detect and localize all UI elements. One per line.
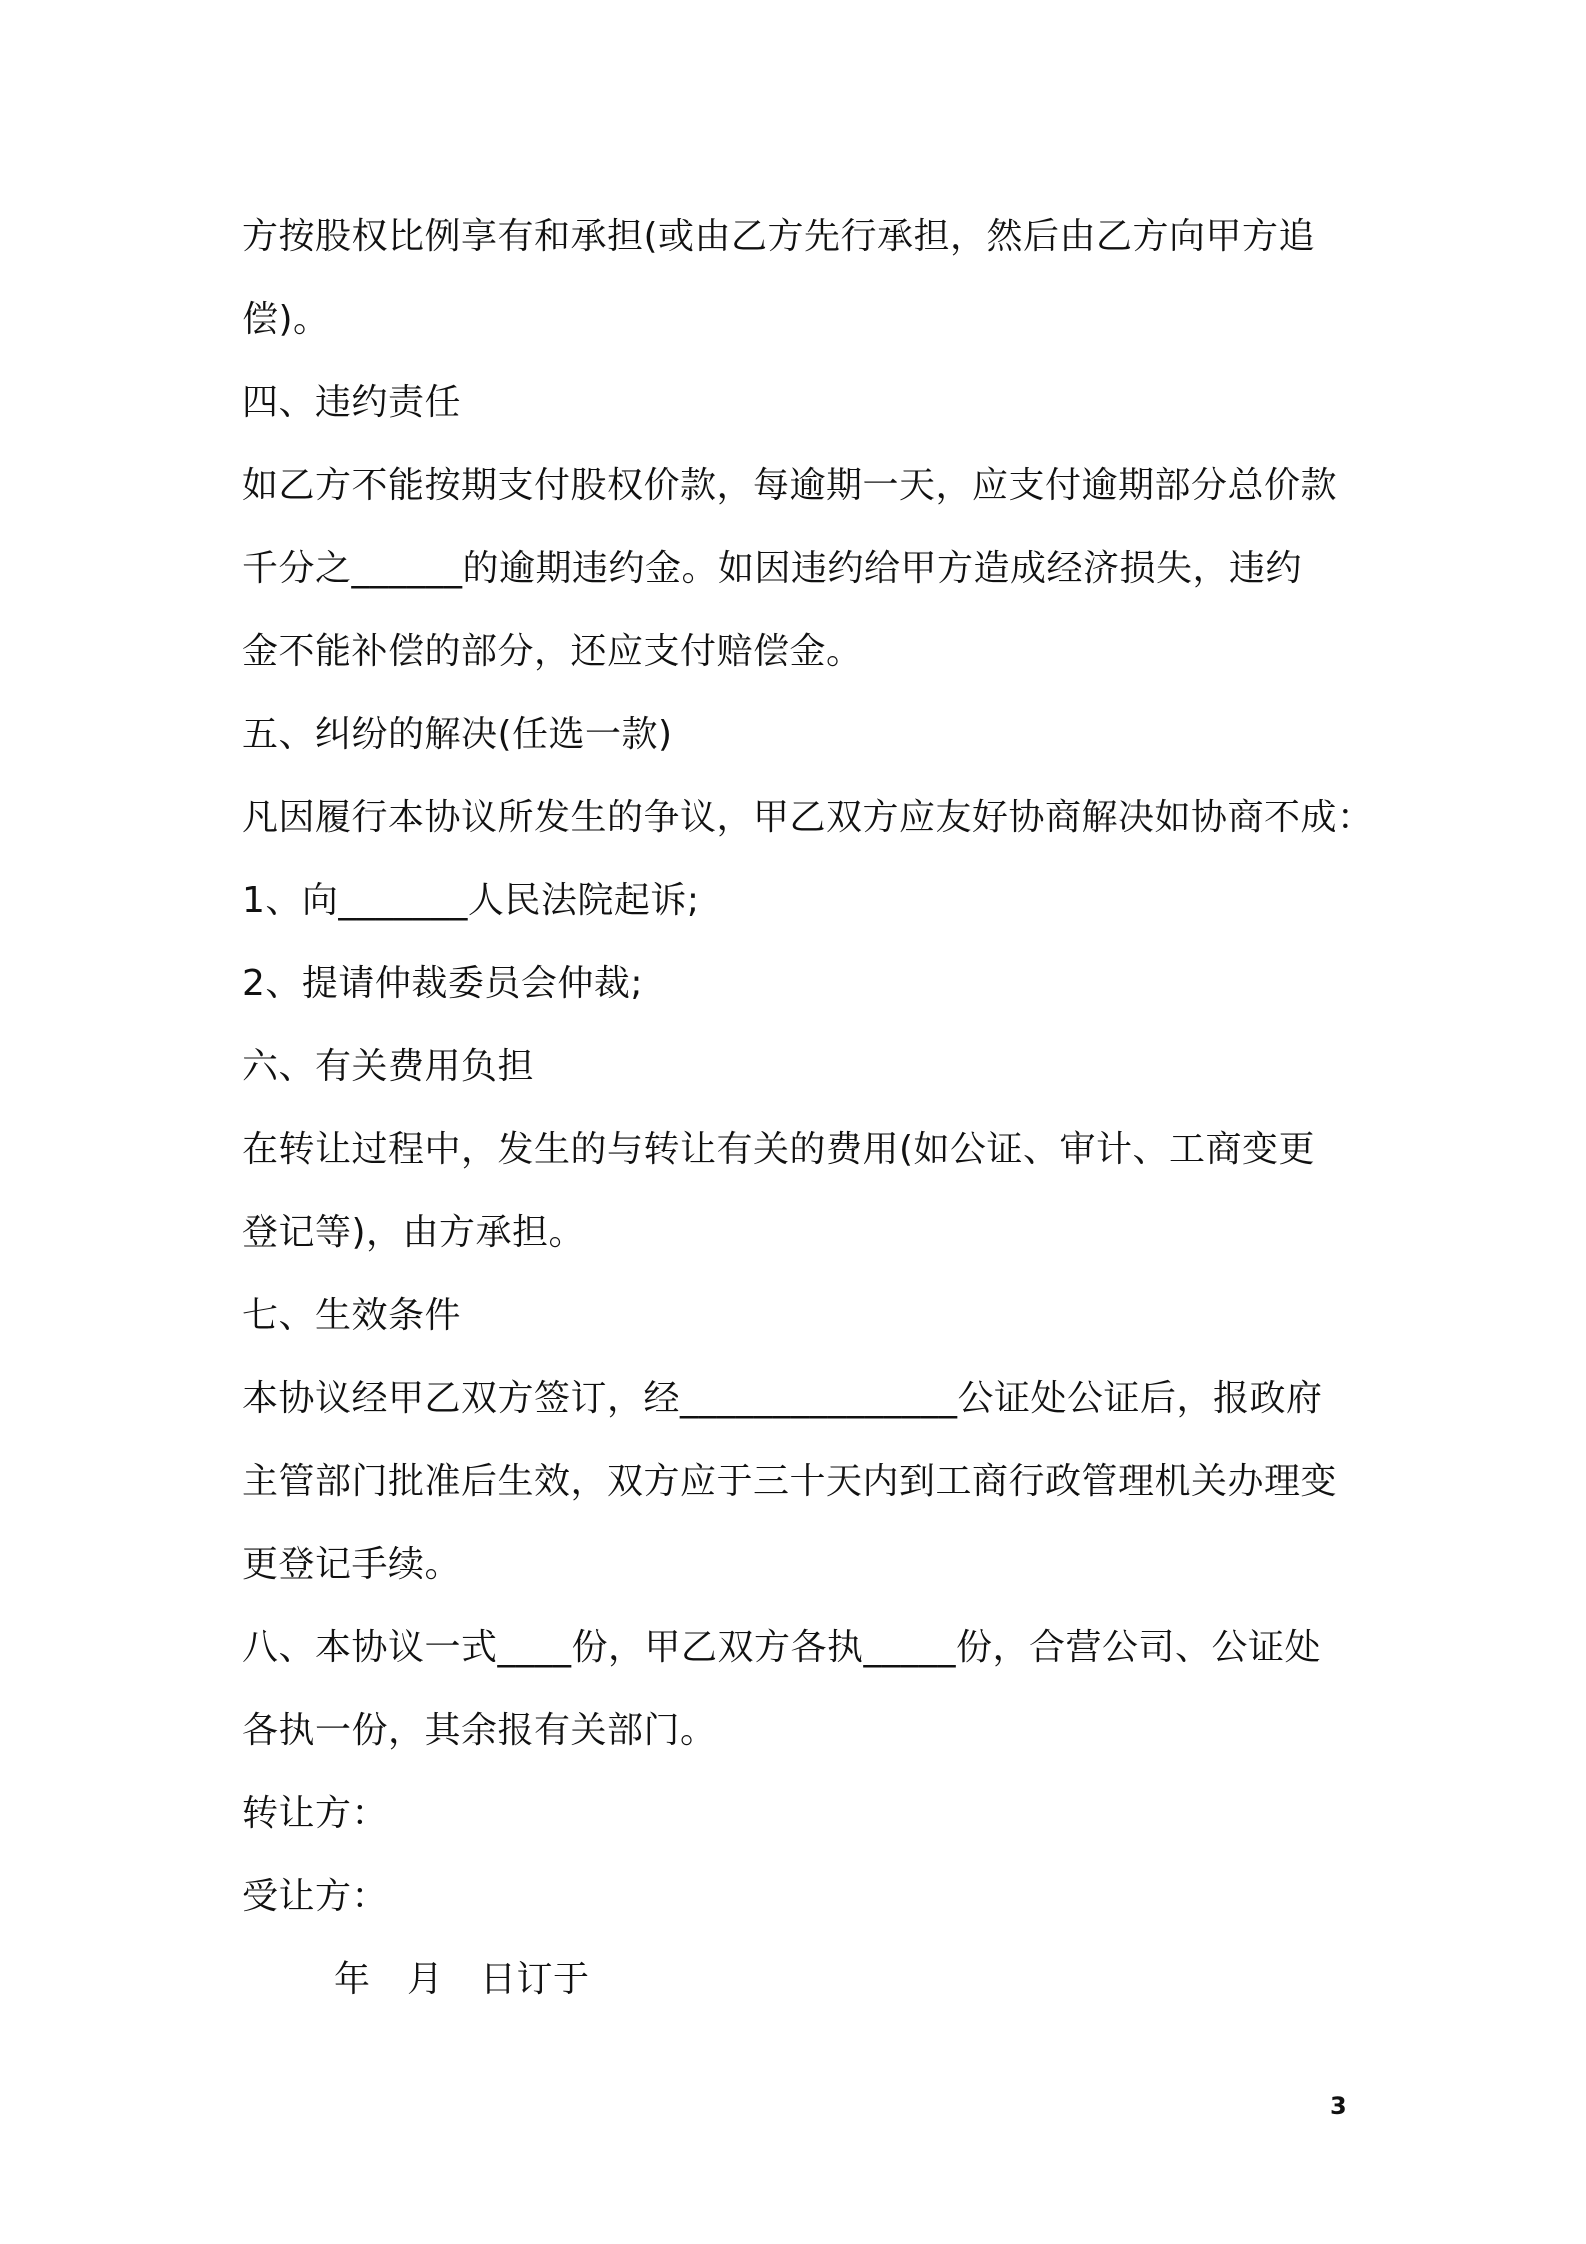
paragraph-line: 在转让过程中，发生的与转让有关的费用(如公证、审计、工商变更 [242,1129,1316,1170]
date-line: 年 月 日订于 [334,1959,590,2000]
page-number: 3 [1330,2092,1347,2120]
paragraph-line: 如乙方不能按期支付股权价款，每逾期一天，应支付逾期部分总价款 [242,465,1338,506]
paragraph-line: 登记等)，由方承担。 [242,1212,586,1253]
list-item: 1、向_______人民法院起诉; [242,880,700,921]
paragraph-line: 各执一份，其余报有关部门。 [242,1710,717,1751]
paragraph-line: 主管部门批准后生效，双方应于三十天内到工商行政管理机关办理变 [242,1461,1338,1502]
paragraph-line: 本协议经甲乙双方签订，经_______________公证处公证后，报政府 [242,1378,1323,1419]
paragraph-line: 方按股权比例享有和承担(或由乙方先行承担，然后由乙方向甲方追 [242,216,1316,257]
section-heading: 五、纠纷的解决(任选一款) [242,714,673,755]
paragraph-line: 更登记手续。 [242,1544,462,1585]
document-body [242,195,1374,2021]
section-heading: 四、违约责任 [242,382,462,423]
section-heading: 六、有关费用负担 [242,1046,535,1087]
list-item: 2、提请仲裁委员会仲裁; [242,963,644,1004]
paragraph-line: 金不能补偿的部分，还应支付赔偿金。 [242,631,863,672]
paragraph-line: 偿)。 [242,299,330,340]
section-heading: 七、生效条件 [242,1295,462,1336]
paragraph-line: 八、本协议一式____份，甲乙双方各执_____份，合营公司、公证处 [242,1627,1322,1668]
paragraph-line: 千分之______的逾期违约金。如因违约给甲方造成经济损失，违约 [242,548,1303,589]
transferee-signature-line: 受让方： [242,1876,389,1917]
transferor-signature-line: 转让方： [242,1793,389,1834]
paragraph-line: 凡因履行本协议所发生的争议，甲乙双方应友好协商解决如协商不成： [242,797,1374,838]
